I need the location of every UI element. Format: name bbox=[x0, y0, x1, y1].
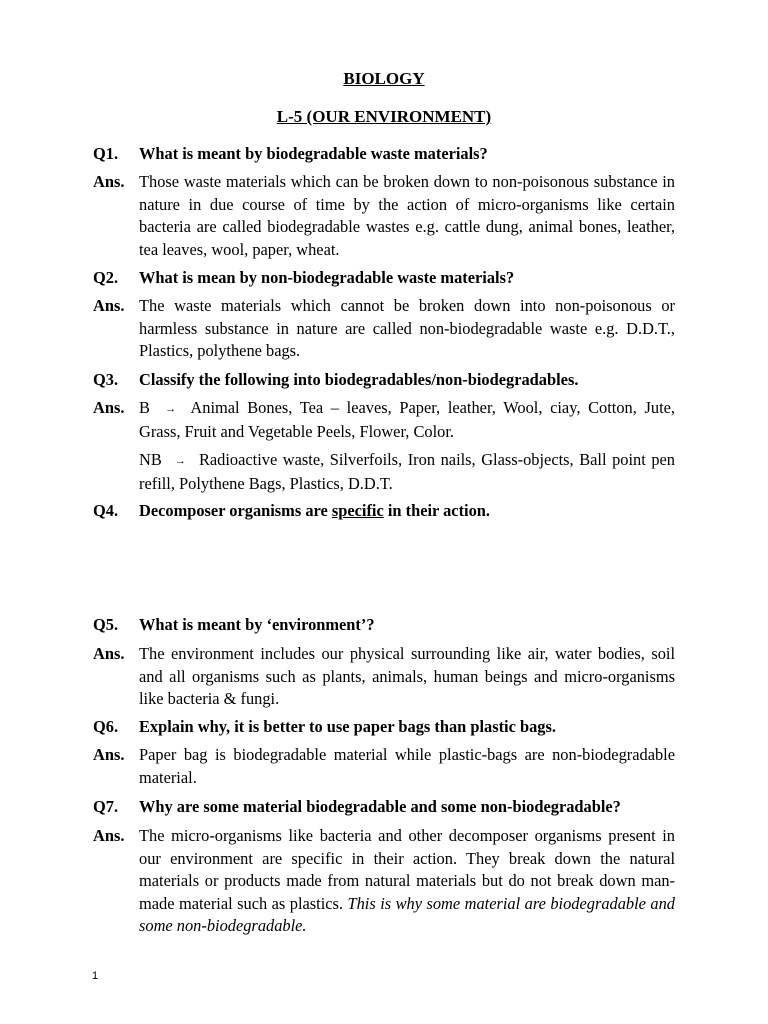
answer-1 bbox=[93, 171, 675, 261]
question-7 bbox=[93, 796, 675, 819]
question-6 bbox=[93, 716, 675, 739]
b-prefix: B bbox=[139, 398, 150, 417]
nb-list: Radioactive waste, Silverfoils, Iron nails, Glass-objects, Ball point pen refill, Polythene Bags, Plastics, D.D.T. bbox=[139, 450, 675, 493]
q7-label: Q7. bbox=[93, 797, 119, 816]
q3-text: Classify the following into biodegradables/non-biodegradables. bbox=[139, 370, 579, 389]
a2-text: The waste materials which cannot be broken down into non-poisonous or harmless substance in nature are called non-biodegradable waste e.g. D.D.T., Plastics, polythene bags. bbox=[139, 296, 675, 361]
question-4 bbox=[93, 500, 675, 523]
answer-3 bbox=[93, 397, 675, 495]
a5-label: Ans. bbox=[93, 644, 125, 663]
q2-label: Q2. bbox=[93, 268, 119, 287]
answer-7 bbox=[93, 825, 675, 938]
question-2 bbox=[93, 267, 675, 290]
a3-label: Ans. bbox=[93, 398, 125, 417]
chapter-title: L-5 (OUR ENVIRONMENT) bbox=[276, 107, 492, 126]
a1-text: Those waste materials which can be broken down to non-poisonous substance in nature in due course of time by the action of micro-organisms like certain bacteria are called biodegradable wastes e.g. cattle dung, animal bones, leather, tea leaves, wool, paper, wheat. bbox=[139, 172, 675, 259]
q3-label: Q3. bbox=[93, 370, 119, 389]
a5-text: The environment includes our physical surrounding like air, water bodies, soil and all organisms such as plants, animals, human beings and micro-organisms like bacteria & fungi. bbox=[139, 644, 675, 709]
page-title: BIOLOGY bbox=[343, 69, 425, 88]
q6-label: Q6. bbox=[93, 717, 119, 736]
q6-text: Explain why, it is better to use paper bags than plastic bags. bbox=[139, 717, 556, 736]
arrow-right-icon: → bbox=[174, 455, 186, 468]
q5-label: Q5. bbox=[93, 615, 119, 634]
q5-text: What is meant by ‘environment’? bbox=[139, 615, 375, 634]
a6-label: Ans. bbox=[93, 745, 125, 764]
a7-label: Ans. bbox=[93, 826, 125, 845]
page-number: 1 bbox=[92, 970, 99, 982]
answer-5 bbox=[93, 643, 675, 711]
a2-label: Ans. bbox=[93, 296, 125, 315]
question-5 bbox=[93, 614, 675, 637]
b-list: Animal Bones, Tea – leaves, Paper, leather, Wool, ciay, Cotton, Jute, Grass, Fruit and Vegetable Peels, Flower, Color. bbox=[139, 398, 676, 441]
q4-text: Decomposer organisms are specific in their action. bbox=[139, 501, 491, 520]
question-1 bbox=[93, 143, 675, 166]
q1-text: What is meant by biodegradable waste materials? bbox=[139, 144, 488, 163]
q1-label: Q1. bbox=[93, 144, 119, 163]
a3-biodegradable bbox=[139, 397, 675, 443]
nb-prefix: NB bbox=[139, 450, 162, 470]
specific-underlined: specific bbox=[331, 501, 384, 520]
question-3 bbox=[93, 369, 675, 392]
q2-text: What is mean by non-biodegradable waste materials? bbox=[139, 268, 515, 287]
a3-non-biodegradable bbox=[139, 449, 675, 495]
a6-text: Paper bag is biodegradable material while plastic-bags are non-biodegradable material. bbox=[139, 745, 675, 787]
a7-text: The micro-organisms like bacteria and other decomposer organisms present in our environment are specific in their action. They break down the natural materials or products made from natural materials but do not break down man-made material such as plastics. This is why some material are biodegradable and some non-biodegradable. bbox=[139, 826, 676, 936]
answer-6 bbox=[93, 744, 675, 789]
a7-italic-conclusion: This is why some material are biodegradable and some non-biodegradable. bbox=[139, 893, 676, 936]
answer-2 bbox=[93, 295, 675, 363]
a1-label: Ans. bbox=[93, 172, 125, 191]
q4-label: Q4. bbox=[93, 501, 119, 520]
arrow-right-icon: → bbox=[165, 403, 177, 415]
q7-text: Why are some material biodegradable and some non-biodegradable? bbox=[139, 797, 621, 816]
